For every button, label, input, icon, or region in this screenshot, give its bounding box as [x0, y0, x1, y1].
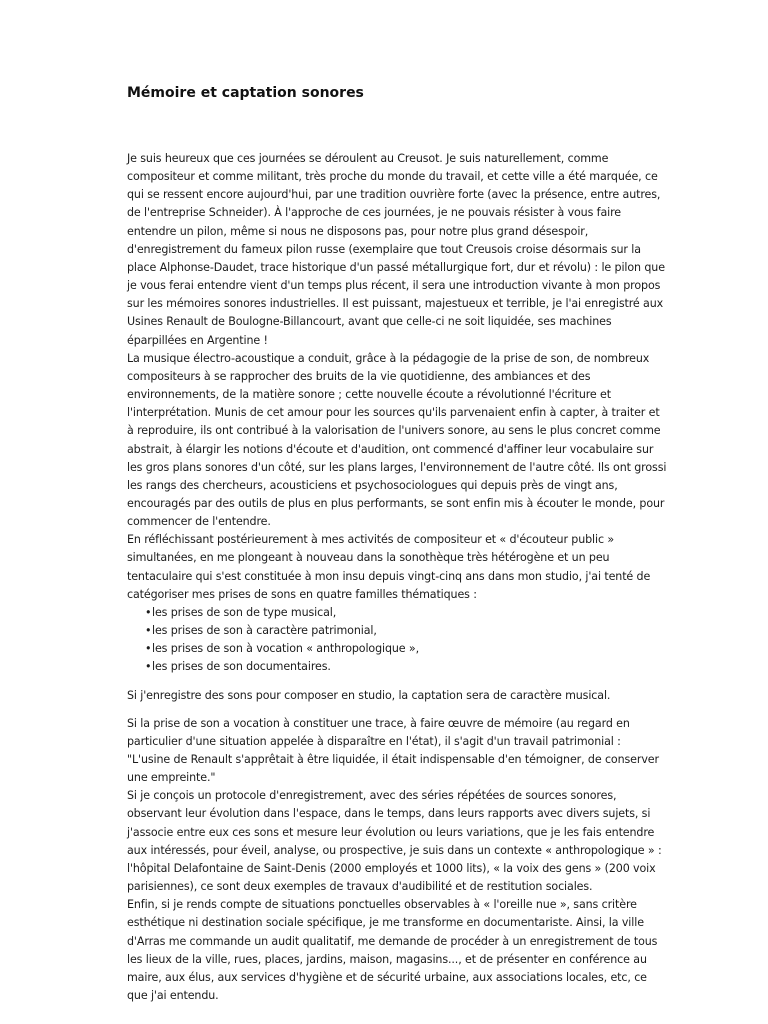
list-item-text: les prises de son à vocation « anthropologique »,: [152, 642, 419, 656]
bullet-icon: •: [145, 642, 152, 656]
list-item: [145, 622, 667, 640]
paragraph: En réfléchissant postérieurement à mes activités de compositeur et « d'écouteur public » simultanées, en me plongeant à nouveau dans la sonothèque très hétérogène et un peu tentaculaire qui s'est constituée à mon insu depuis vingt-cinq ans dans mon studio, j'ai tenté de catégoriser mes prises de sons en quatre familles thématiques :: [127, 533, 651, 601]
bullet-icon: •: [145, 660, 152, 674]
list-item: [145, 658, 667, 676]
list-item-text: les prises de son de type musical,: [152, 605, 337, 619]
list-item: [145, 640, 667, 658]
paragraph: La musique électro-acoustique a conduit, grâce à la pédagogie de la prise de son, de nombreux compositeurs à se rapprocher des bruits de la vie quotidienne, des ambiances et des environnements, de la matière sonore ; cette nouvelle écoute a révolutionné l'écriture et l'interprétation. Munis de cet amour pour les sources qu'ils parvenaient enfin à capter, à traiter et à reproduire, ils ont contribué à la valorisation de l'univers sonore, au sens le plus concret comme abstrait, à élargir les notions d'écoute et d'audition, ont commencé d'affiner leur vocabulaire sur les gros plans sonores d'un côté, sur les plans larges, l'environnement de l'autre côté. Ils ont grossi les rangs des chercheurs, acousticiens et psychosociologues qui depuis près de vingt ans, encouragés par des outils de plus en plus performants, se sont enfin mis à écouter le monde, pour commencer de l'entendre.: [127, 351, 667, 529]
document-body: [127, 150, 667, 1005]
bullet-list: [127, 604, 667, 677]
bullet-icon: •: [145, 605, 152, 619]
paragraph: Si la prise de son a vocation à constituer une trace, à faire œuvre de mémoire (au regard en particulier d'une situation appelée à disparaître en l'état), il s'agit d'un travail patrimonial : "L'usine de Renault s'apprêtait à être liquidée, il était indispensable d'en témoigner, de conserver une empreinte.": [127, 716, 659, 785]
list-item-text: les prises de son à caractère patrimonial,: [152, 624, 377, 638]
paragraph: Si j'enregistre des sons pour composer en studio, la captation sera de caractère musical.: [127, 688, 611, 702]
paragraph: Je suis heureux que ces journées se déroulent au Creusot. Je suis naturellement, comme compositeur et comme militant, très proche du monde du travail, et cette ville a été marquée, ce qui se ressent encore aujourd'hui, par une tradition ouvrière forte (avec la présence, entre autres, de l'entreprise Schneider). À l'approche de ces journées, je ne pouvais résister à vous faire entendre un pilon, même si nous ne disposons pas, pour notre plus grand désespoir, d'enregistrement du fameux pilon russe (exemplaire que tout Creusois croise désormais sur la place Alphonse-Daudet, trace historique d'un passé métallurgique fort, dur et révolu) : le pilon que je vous ferai entendre vient d'un temps plus récent, il sera une introduction vivante à mon propos sur les mémoires sonores industrielles. Il est puissant, majestueux et terrible, je l'ai enregistré aux Usines Renault de Boulogne-Billancourt, avant que celle-ci ne soit liquidée, ses machines éparpillées en Argentine !: [127, 152, 665, 347]
list-item-text: les prises de son documentaires.: [152, 660, 331, 674]
bullet-icon: •: [145, 624, 152, 638]
paragraph: Enfin, si je rends compte de situations ponctuelles observables à « l'oreille nue », sans critère esthétique ni destination sociale spécifique, je me transforme en documentariste. Ainsi, la ville d'Arras me commande un audit qualitatif, me demande de procéder à un enregistrement de tous les lieux de la ville, rues, places, jardins, maison, magasins..., et de présenter en conférence au maire, aux élus, aux services d'hygiène et de sécurité urbaine, aux associations locales, etc, ce que j'ai entendu.: [127, 898, 658, 1003]
list-item: [145, 604, 667, 622]
paragraph: Si je conçois un protocole d'enregistrement, avec des séries répétées de sources sonores, observant leur évolution dans l'espace, dans le temps, dans leurs rapports avec divers sujets, si j'associe entre eux ces sons et mesure leur évolution ou leurs variations, que je les fais entendre aux intéressés, pour éveil, analyse, ou prospective, je suis dans un contexte « anthropologique » : l'hôpital Delafontaine de Saint-Denis (2000 employés et 1000 lits), « la voix des gens » (200 voix parisiennes), ce sont deux exemples de travaux d'audibilité et de restitution sociales.: [127, 789, 662, 894]
document-title: Mémoire et captation sonores: [127, 85, 364, 101]
